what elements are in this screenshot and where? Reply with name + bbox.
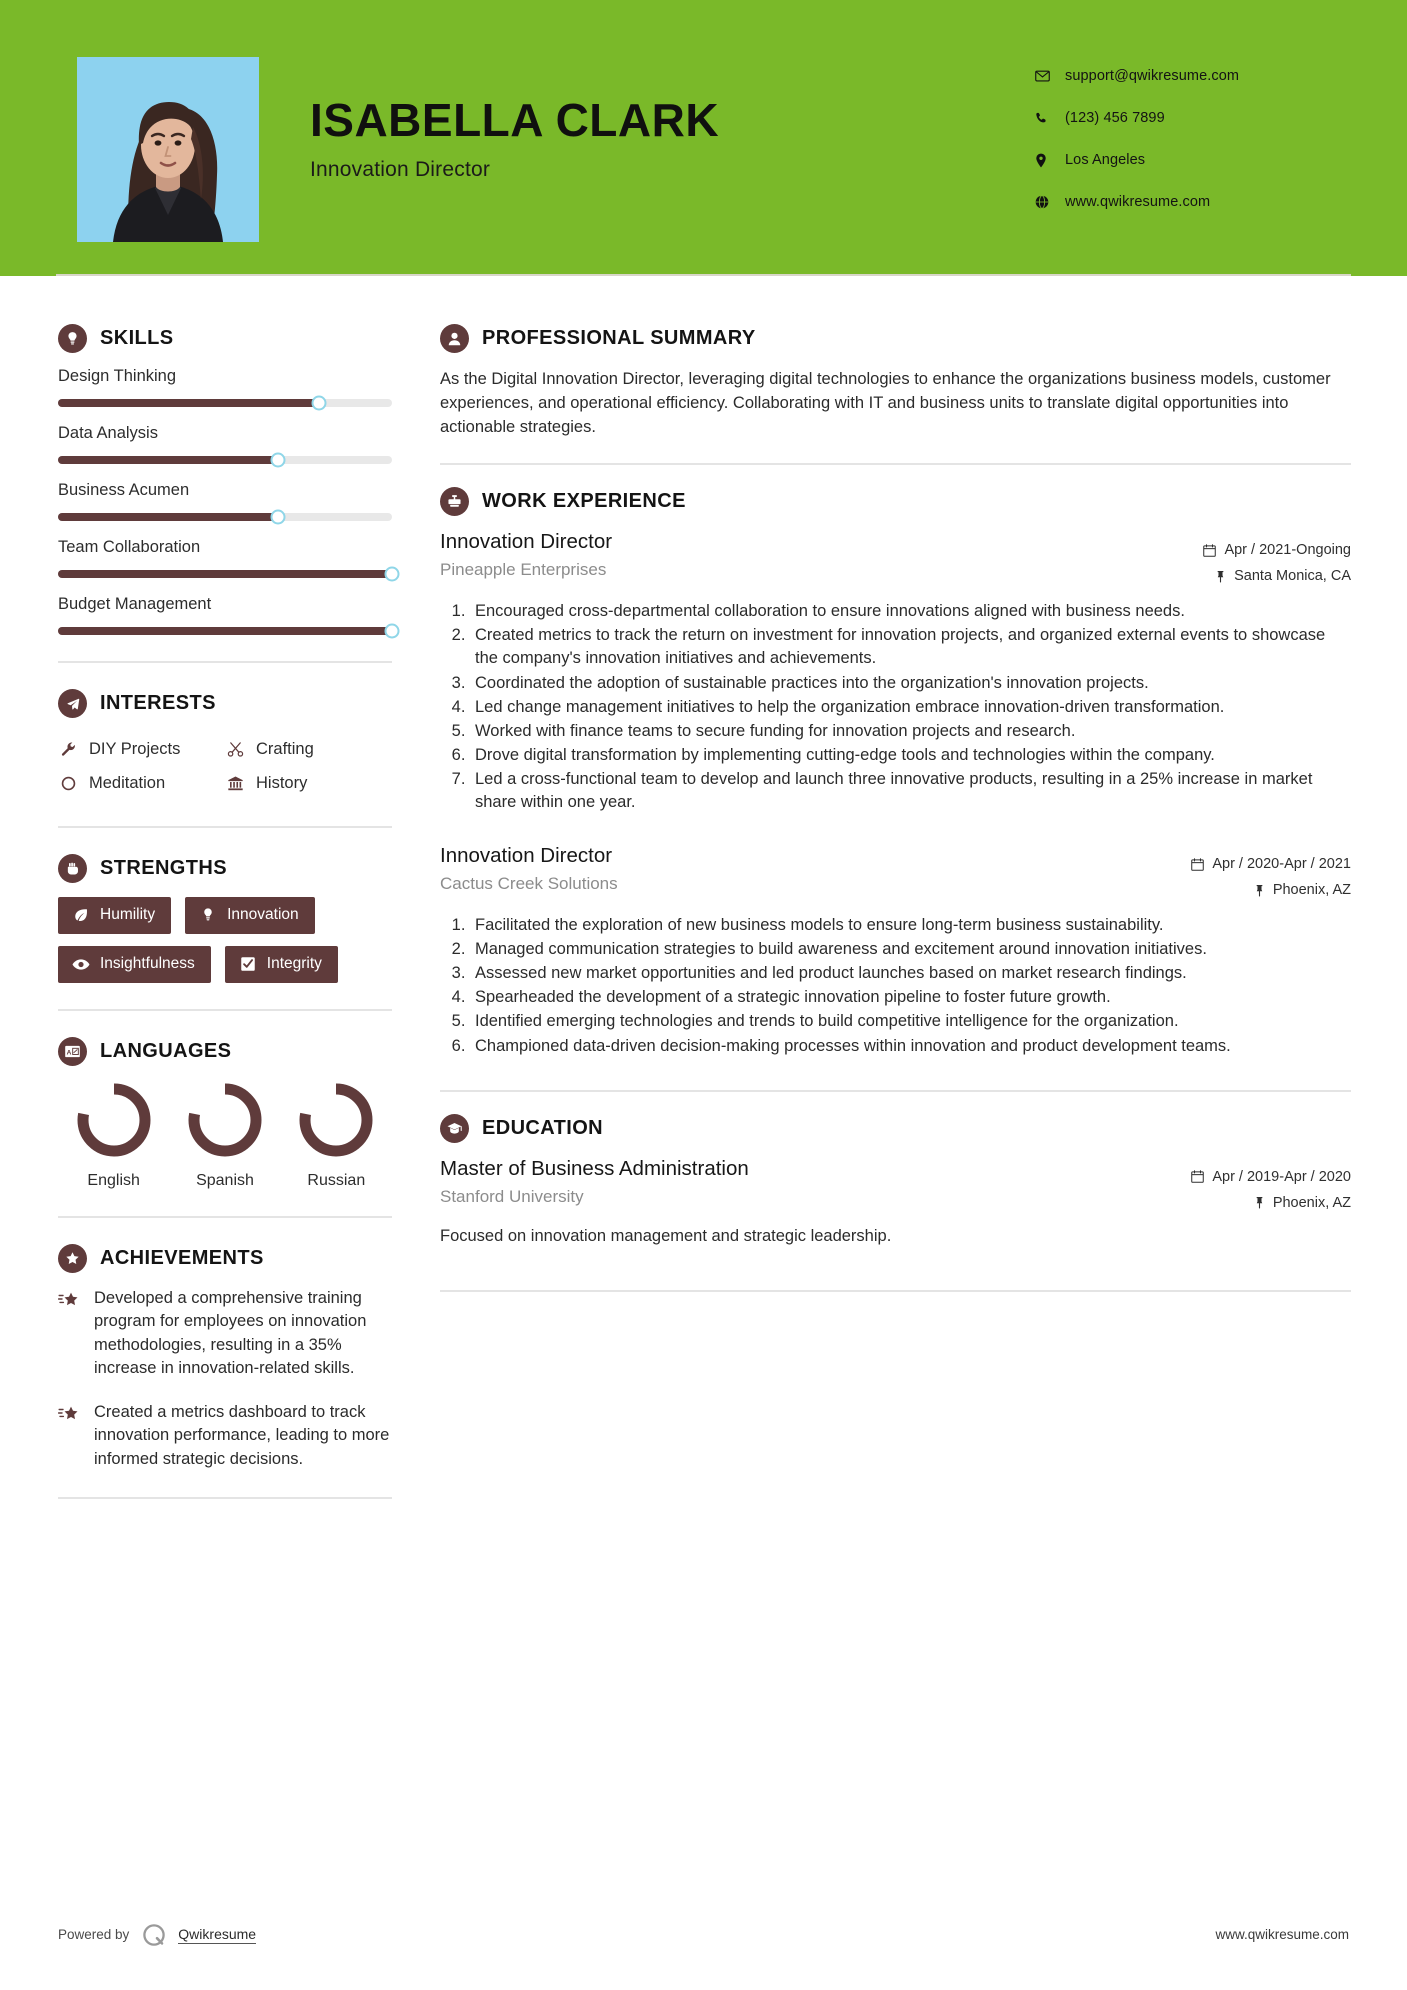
job-dates <box>1141 537 1351 563</box>
strengths-header <box>58 854 392 883</box>
skill-item <box>58 595 392 635</box>
skill-label: Design Thinking <box>58 367 177 385</box>
contact-phone-text: (123) 456 7899 <box>1065 110 1165 126</box>
language-label: Russian <box>307 1172 366 1189</box>
section-achievements <box>58 1244 392 1471</box>
section-education <box>440 1114 1351 1248</box>
skills-title: SKILLS <box>100 327 174 349</box>
strength-chip <box>58 946 211 983</box>
skill-item <box>58 538 392 578</box>
bulb-icon <box>199 907 217 923</box>
job-bullets <box>440 600 1351 814</box>
skill-fill <box>58 570 392 578</box>
contact-location <box>1035 139 1239 181</box>
interest-item <box>58 766 225 800</box>
language-label: English <box>87 1172 140 1189</box>
contact-list <box>1035 55 1239 223</box>
job-entry <box>440 844 1351 1058</box>
education-location-text: Phoenix, AZ <box>1272 1194 1351 1211</box>
skill-label: Team Collaboration <box>58 538 201 556</box>
job-location <box>1141 877 1351 903</box>
interest-label: Meditation <box>89 773 166 792</box>
divider <box>58 826 392 828</box>
interest-label: History <box>256 773 308 792</box>
calendar-icon <box>1203 544 1216 557</box>
sidebar <box>0 276 440 1525</box>
language-item <box>169 1080 280 1190</box>
education-degree: Master of Business Administration <box>440 1156 749 1180</box>
achievements-header <box>58 1244 392 1273</box>
graduation-icon <box>440 1114 469 1143</box>
interest-item <box>225 766 392 800</box>
language-item <box>58 1080 169 1190</box>
skill-track[interactable] <box>58 456 392 464</box>
circle-icon <box>58 775 78 792</box>
interest-item <box>58 732 225 766</box>
section-interests <box>58 689 392 800</box>
paper-plane-icon <box>58 689 87 718</box>
summary-header <box>440 324 1351 353</box>
strength-label: Humility <box>100 906 156 923</box>
eye-icon <box>72 958 90 971</box>
skill-track[interactable] <box>58 627 392 635</box>
divider <box>58 661 392 663</box>
job-entry <box>440 530 1351 814</box>
bank-icon <box>225 775 245 792</box>
footer <box>0 1921 1407 1948</box>
job-header <box>440 844 1351 903</box>
candidate-role: Innovation Director <box>310 158 491 182</box>
check-square-icon <box>239 956 257 972</box>
job-bullet: 5. Worked with finance teams to secure funding for innovation projects and research. <box>470 720 1351 743</box>
job-bullet: 5. Identified emerging technologies and trends to build competitive intelligence for the organization. <box>470 1010 1351 1033</box>
job-company: Pineapple Enterprises <box>440 560 607 580</box>
wrench-icon <box>58 741 78 758</box>
job-bullet: 1. Encouraged cross-departmental collaboration to ensure innovations aligned with business needs. <box>470 600 1351 623</box>
job-location <box>1141 563 1351 589</box>
job-bullet: 3. Assessed new market opportunities and led product launches based on market research findings. <box>470 962 1351 985</box>
job-location-text: Santa Monica, CA <box>1234 568 1351 585</box>
achievement-item <box>58 1401 392 1471</box>
calendar-icon <box>1191 858 1204 871</box>
divider <box>440 1090 1351 1092</box>
name-block <box>310 96 719 182</box>
calendar-icon <box>1191 1170 1204 1183</box>
section-languages <box>58 1037 392 1190</box>
powered-by-label: Powered by <box>58 1927 130 1942</box>
work-header <box>440 487 1351 516</box>
shooting-star-icon <box>58 1287 82 1381</box>
education-meta <box>1141 1157 1351 1216</box>
qwikresume-brand-link[interactable]: Qwikresume <box>178 1925 257 1942</box>
language-label: Spanish <box>196 1172 254 1189</box>
job-location-text: Phoenix, AZ <box>1272 882 1351 899</box>
lightbulb-icon <box>58 324 87 353</box>
job-dates <box>1141 851 1351 877</box>
header-divider <box>56 274 1351 276</box>
pin-icon <box>1254 884 1265 897</box>
candidate-name: ISABELLA CLARK <box>310 94 720 146</box>
education-location <box>1141 1190 1351 1216</box>
skill-label: Data Analysis <box>58 424 158 442</box>
education-description: Focused on innovation management and strategic leadership. <box>440 1226 892 1245</box>
divider <box>58 1009 392 1011</box>
job-dates-text: Apr / 2021-Ongoing <box>1224 542 1351 559</box>
language-ring <box>185 1080 265 1160</box>
section-work-experience <box>440 487 1351 1057</box>
interests-header <box>58 689 392 718</box>
languages-title: LANGUAGES <box>100 1040 232 1062</box>
job-bullet: 4. Spearheaded the development of a strategic innovation pipeline to foster future growth. <box>470 986 1351 1009</box>
divider <box>440 1290 1351 1292</box>
strength-chip <box>185 897 315 934</box>
divider <box>58 1216 392 1218</box>
resume-header <box>0 0 1407 276</box>
education-entry <box>440 1157 1351 1248</box>
skill-label: Budget Management <box>58 595 212 613</box>
skill-label: Business Acumen <box>58 481 190 499</box>
education-identity <box>440 1157 1141 1207</box>
interests-list <box>58 732 392 800</box>
skill-fill <box>58 456 278 464</box>
job-identity <box>440 844 1141 894</box>
divider <box>58 1497 392 1499</box>
job-company: Cactus Creek Solutions <box>440 874 618 894</box>
skill-fill <box>58 513 278 521</box>
section-strengths <box>58 854 392 983</box>
fist-icon <box>58 854 87 883</box>
job-title: Innovation Director <box>440 844 613 868</box>
job-bullet: 2. Created metrics to track the return on investment for innovation projects, and organized external events to showcase the company's innovation initiatives and achievements. <box>470 624 1351 670</box>
skill-knob[interactable] <box>311 396 326 411</box>
language-ring <box>296 1080 376 1160</box>
job-dates-text: Apr / 2020-Apr / 2021 <box>1212 856 1351 873</box>
achievement-text: Created a metrics dashboard to track innovation performance, leading to more informed strategic decisions. <box>94 1402 390 1468</box>
achievements-title: ACHIEVEMENTS <box>100 1247 264 1269</box>
skill-track[interactable] <box>58 513 392 521</box>
section-professional-summary <box>440 324 1351 439</box>
education-header-row <box>440 1157 1351 1216</box>
profile-photo <box>77 57 259 242</box>
contact-website-text: www.qwikresume.com <box>1065 194 1211 210</box>
job-bullet: 3. Coordinated the adoption of sustainable practices into the organization's innovation projects. <box>470 672 1351 695</box>
achievement-text: Developed a comprehensive training program for employees on innovation methodologies, resulting in a 35% increase in innovation-related skills. <box>94 1289 367 1378</box>
summary-text: As the Digital Innovation Director, leveraging digital technologies to enhance the organizations business models, customer experiences, and operational efficiency. Collaborating with IT and business units to translate digital opportunities into actionable strategies. <box>440 370 1331 437</box>
job-bullet: 4. Led change management initiatives to help the organization embrace innovation-driven transformation. <box>470 696 1351 719</box>
education-title: EDUCATION <box>482 1116 604 1139</box>
pin-icon <box>1215 570 1226 583</box>
work-title: WORK EXPERIENCE <box>482 490 686 513</box>
strength-label: Insightfulness <box>100 955 195 972</box>
skill-track[interactable] <box>58 399 392 407</box>
skill-fill <box>58 399 319 407</box>
resume-body <box>0 276 1407 1525</box>
svg-text:A: A <box>66 1049 72 1057</box>
education-dates-text: Apr / 2019-Apr / 2020 <box>1212 1168 1351 1185</box>
interests-title: INTERESTS <box>100 692 216 714</box>
skill-item <box>58 424 392 464</box>
interest-item <box>225 732 392 766</box>
skill-track[interactable] <box>58 570 392 578</box>
interest-label: DIY Projects <box>89 739 181 758</box>
job-bullet: 6. Drove digital transformation by implementing cutting-edge tools and technologies within the company. <box>470 744 1351 767</box>
summary-title: PROFESSIONAL SUMMARY <box>482 327 756 349</box>
job-title: Innovation Director <box>440 530 613 554</box>
translate-icon <box>58 1037 87 1066</box>
education-school: Stanford University <box>440 1186 584 1206</box>
job-identity <box>440 530 1141 580</box>
education-dates <box>1141 1164 1351 1190</box>
globe-icon <box>1035 195 1057 209</box>
strengths-list <box>58 897 392 983</box>
contact-website[interactable] <box>1035 181 1239 223</box>
main-content <box>440 276 1407 1525</box>
skill-knob[interactable] <box>385 567 400 582</box>
job-meta <box>1141 844 1351 903</box>
phone-icon <box>1035 111 1057 125</box>
skill-knob[interactable] <box>385 624 400 639</box>
skill-fill <box>58 627 392 635</box>
footer-website[interactable]: www.qwikresume.com <box>1215 1927 1349 1942</box>
footer-brand <box>58 1921 256 1948</box>
divider <box>440 463 1351 465</box>
envelope-icon <box>1035 70 1057 82</box>
languages-header <box>58 1037 392 1066</box>
skill-item <box>58 367 392 407</box>
contact-email[interactable] <box>1035 55 1239 97</box>
skill-item <box>58 481 392 521</box>
skill-knob[interactable] <box>271 453 286 468</box>
achievement-item <box>58 1287 392 1381</box>
skill-knob[interactable] <box>271 510 286 525</box>
language-ring <box>74 1080 154 1160</box>
interest-label: Crafting <box>256 739 314 758</box>
strengths-title: STRENGTHS <box>100 857 227 879</box>
job-bullet: 1. Facilitated the exploration of new business models to ensure long-term business sustainability. <box>470 914 1351 937</box>
job-bullets <box>440 914 1351 1058</box>
strength-label: Integrity <box>266 955 322 972</box>
contact-phone[interactable] <box>1035 97 1239 139</box>
scissors-icon <box>225 741 245 758</box>
job-meta <box>1141 530 1351 589</box>
job-bullet: 2. Managed communication strategies to build awareness and excitement around innovation initiatives. <box>470 938 1351 961</box>
person-icon <box>440 324 469 353</box>
shooting-star-icon <box>58 1401 82 1471</box>
pin-icon <box>1254 1196 1265 1209</box>
strength-chip <box>58 897 171 934</box>
strength-chip <box>225 946 338 983</box>
leaf-icon <box>72 907 90 923</box>
languages-list <box>58 1080 392 1190</box>
contact-location-text: Los Angeles <box>1065 152 1146 168</box>
job-bullet: 7. Led a cross-functional team to develop and launch three innovative products, resulting in a 25% increase in market share within one year. <box>470 768 1351 814</box>
job-bullet: 6. Championed data-driven decision-making processes within innovation and product development teams. <box>470 1035 1351 1058</box>
education-header <box>440 1114 1351 1143</box>
location-pin-icon <box>1035 153 1057 168</box>
skills-header <box>58 324 392 353</box>
strength-label: Innovation <box>227 906 299 923</box>
briefcase-icon <box>440 487 469 516</box>
job-header <box>440 530 1351 589</box>
star-badge-icon <box>58 1244 87 1273</box>
qwikresume-logo-icon <box>140 1921 167 1948</box>
section-skills <box>58 324 392 635</box>
contact-email-text: support@qwikresume.com <box>1065 68 1240 84</box>
language-item <box>281 1080 392 1190</box>
